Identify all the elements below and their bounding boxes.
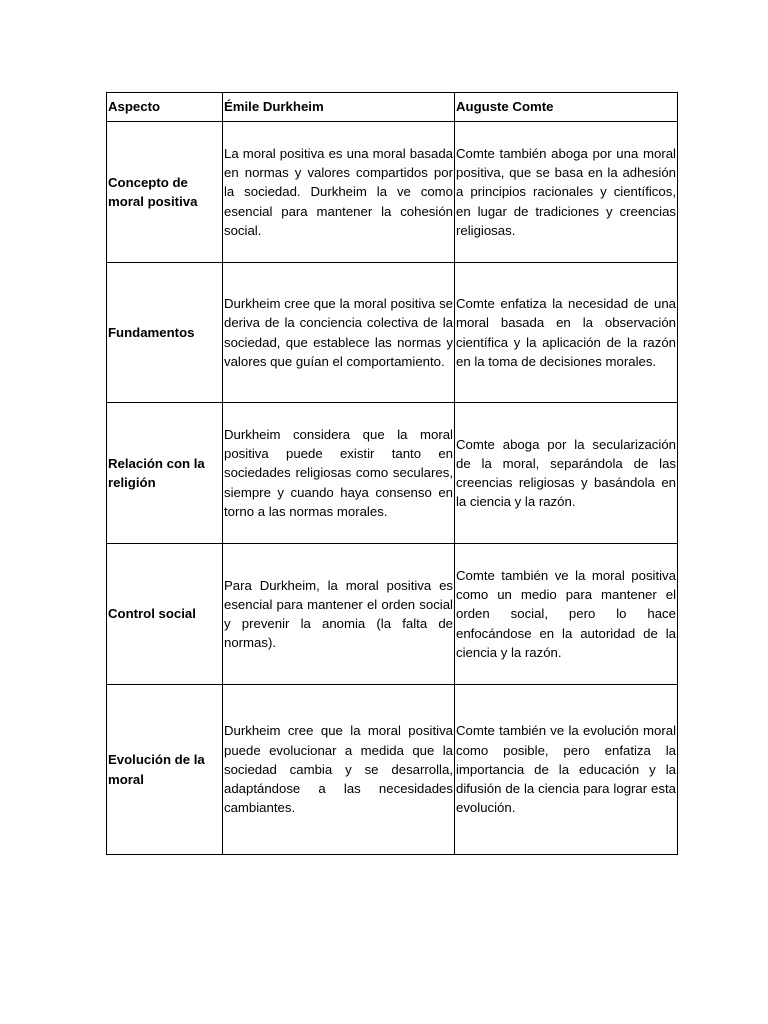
row-aspect-cell: Concepto de moral positiva xyxy=(107,122,223,263)
row-aspect-cell: Relación con la religión xyxy=(107,403,223,544)
header-comte: Auguste Comte xyxy=(455,93,678,122)
table-row xyxy=(107,403,678,544)
table-row xyxy=(107,544,678,685)
header-durkheim: Émile Durkheim xyxy=(223,93,455,122)
row-durkheim-cell: Para Durkheim, la moral positiva es esencial para mantener el orden social y prevenir la anomia (la falta de normas). xyxy=(223,544,455,685)
row-comte-cell: Comte también ve la moral positiva como un medio para mantener el orden social, pero lo hace enfocándose en la autoridad de la ciencia y la razón. xyxy=(455,544,678,685)
row-aspect-cell: Control social xyxy=(107,544,223,685)
header-aspecto: Aspecto xyxy=(107,93,223,122)
row-aspect-cell: Fundamentos xyxy=(107,263,223,403)
table-row xyxy=(107,685,678,855)
header-row xyxy=(107,93,678,122)
table-row xyxy=(107,263,678,403)
row-durkheim-cell: Durkheim cree que la moral positiva puede evolucionar a medida que la sociedad cambia y se desarrolla, adaptándose a las necesidades cambiantes. xyxy=(223,685,455,855)
row-durkheim-cell: Durkheim cree que la moral positiva se deriva de la conciencia colectiva de la sociedad, que establece las normas y valores que guían el comportamiento. xyxy=(223,263,455,403)
row-comte-cell: Comte también ve la evolución moral como posible, pero enfatiza la importancia de la educación y la difusión de la ciencia para lograr esta evolución. xyxy=(455,685,678,855)
row-comte-cell: Comte enfatiza la necesidad de una moral basada en la observación científica y la aplicación de la razón en la toma de decisiones morales. xyxy=(455,263,678,403)
row-durkheim-cell: Durkheim considera que la moral positiva puede existir tanto en sociedades religiosas como seculares, siempre y cuando haya consenso en torno a las normas morales. xyxy=(223,403,455,544)
row-comte-cell: Comte aboga por la secularización de la moral, separándola de las creencias religiosas y basándola en la ciencia y la razón. xyxy=(455,403,678,544)
row-durkheim-cell: La moral positiva es una moral basada en normas y valores compartidos por la sociedad. Durkheim la ve como esencial para mantener la cohesión social. xyxy=(223,122,455,263)
table-row xyxy=(107,122,678,263)
row-comte-cell: Comte también aboga por una moral positiva, que se basa en la adhesión a principios racionales y científicos, en lugar de tradiciones y creencias religiosas. xyxy=(455,122,678,263)
comparison-table xyxy=(106,92,678,855)
row-aspect-cell: Evolución de la moral xyxy=(107,685,223,855)
